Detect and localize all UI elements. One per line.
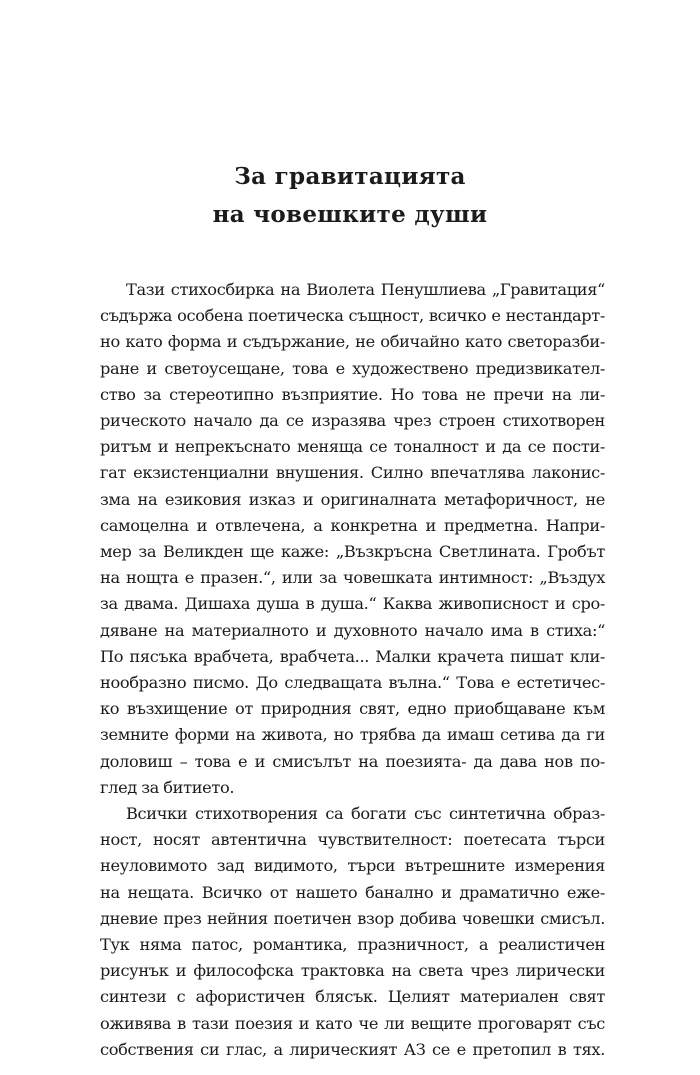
text-line: нообразно писмо. До следващата вълна.“ Това е естетичес- xyxy=(100,673,605,693)
text-line: оживява в тази поезия и като че ли вещите проговарят със xyxy=(100,1013,605,1033)
text-line: зма на езиковия изказ и оригиналната метафоричност, не xyxy=(100,489,605,509)
text-line: собствения си глас, а лирическият АЗ се е претопил в тях. xyxy=(100,1039,605,1059)
page-title xyxy=(0,158,700,234)
text-line: самоцелна и отвлечена, а конкретна и предметна. Напри- xyxy=(100,515,605,535)
text-line: ритъм и непрекъснато меняща се тоналност и да се пости- xyxy=(100,437,605,457)
paragraph-2 xyxy=(100,801,605,1063)
text-line: но като форма и съдържание, не обичайно като светоразби- xyxy=(100,332,605,352)
text-line: Тук няма патос, романтика, празничност, а реалистичен xyxy=(100,935,605,955)
text-line: рическото начало да се изразява чрез строен стихотворен xyxy=(100,411,605,431)
text-line: за двама. Дишаха душа в душа.“ Каква живописност и сро- xyxy=(100,594,605,614)
text-line: ране и светоусещане, това е художествено предизвикател- xyxy=(100,358,605,378)
text-line: Всички стихотворения са богати със синтетична образ- xyxy=(126,804,605,824)
text-line: съдържа особена поетическа същност, всичко е нестандарт- xyxy=(100,306,605,326)
text-line: дневие през нейния поетичен взор добива човешки смисъл. xyxy=(100,908,605,928)
text-line: на нощта е празен.“, или за човешката интимност: „Въздух xyxy=(100,568,605,588)
text-line: мер за Великден ще каже: „Възкръсна Светлината. Гробът xyxy=(100,542,605,562)
title-line-2: на човешките души xyxy=(212,201,488,228)
text-line: глед за битието. xyxy=(100,777,235,797)
text-line: ство за стереотипно възприятие. Но това не пречи на ли- xyxy=(100,384,605,404)
body-text xyxy=(100,277,605,1063)
text-line: на нещата. Всичко от нашето банално и драматично еже- xyxy=(100,882,605,902)
text-line: неуловимото зад видимото, търси вътрешните измерения xyxy=(100,856,605,876)
text-line: доловиш – това е и смисълът на поезията- да дава нов по- xyxy=(100,751,605,771)
text-line: синтези с афористичен блясък. Целият материален свят xyxy=(100,987,605,1007)
text-line: гат екзистенциални внушения. Силно впечатлява лаконис- xyxy=(100,463,605,483)
text-line: ко възхищение от природния свят, едно приобщаване към xyxy=(100,699,605,719)
text-line: Тази стихосбирка на Виолета Пенушлиева „Гравитация“ xyxy=(126,280,605,299)
text-line: ност, носят автентична чувствителност: поетесата търси xyxy=(100,830,605,850)
text-line: дяване на материалното и духовното начало има в стиха:“ xyxy=(100,620,605,640)
paragraph-1 xyxy=(100,277,605,801)
title-line-1: За гравитацията xyxy=(234,163,466,190)
text-line: земните форми на живота, но трябва да имаш сетива да ги xyxy=(100,725,605,745)
text-line: По пясъка врабчета, врабчета... Малки крачета пишат кли- xyxy=(100,646,605,666)
text-line: рисунък и философска трактовка на света чрез лирически xyxy=(100,961,605,981)
